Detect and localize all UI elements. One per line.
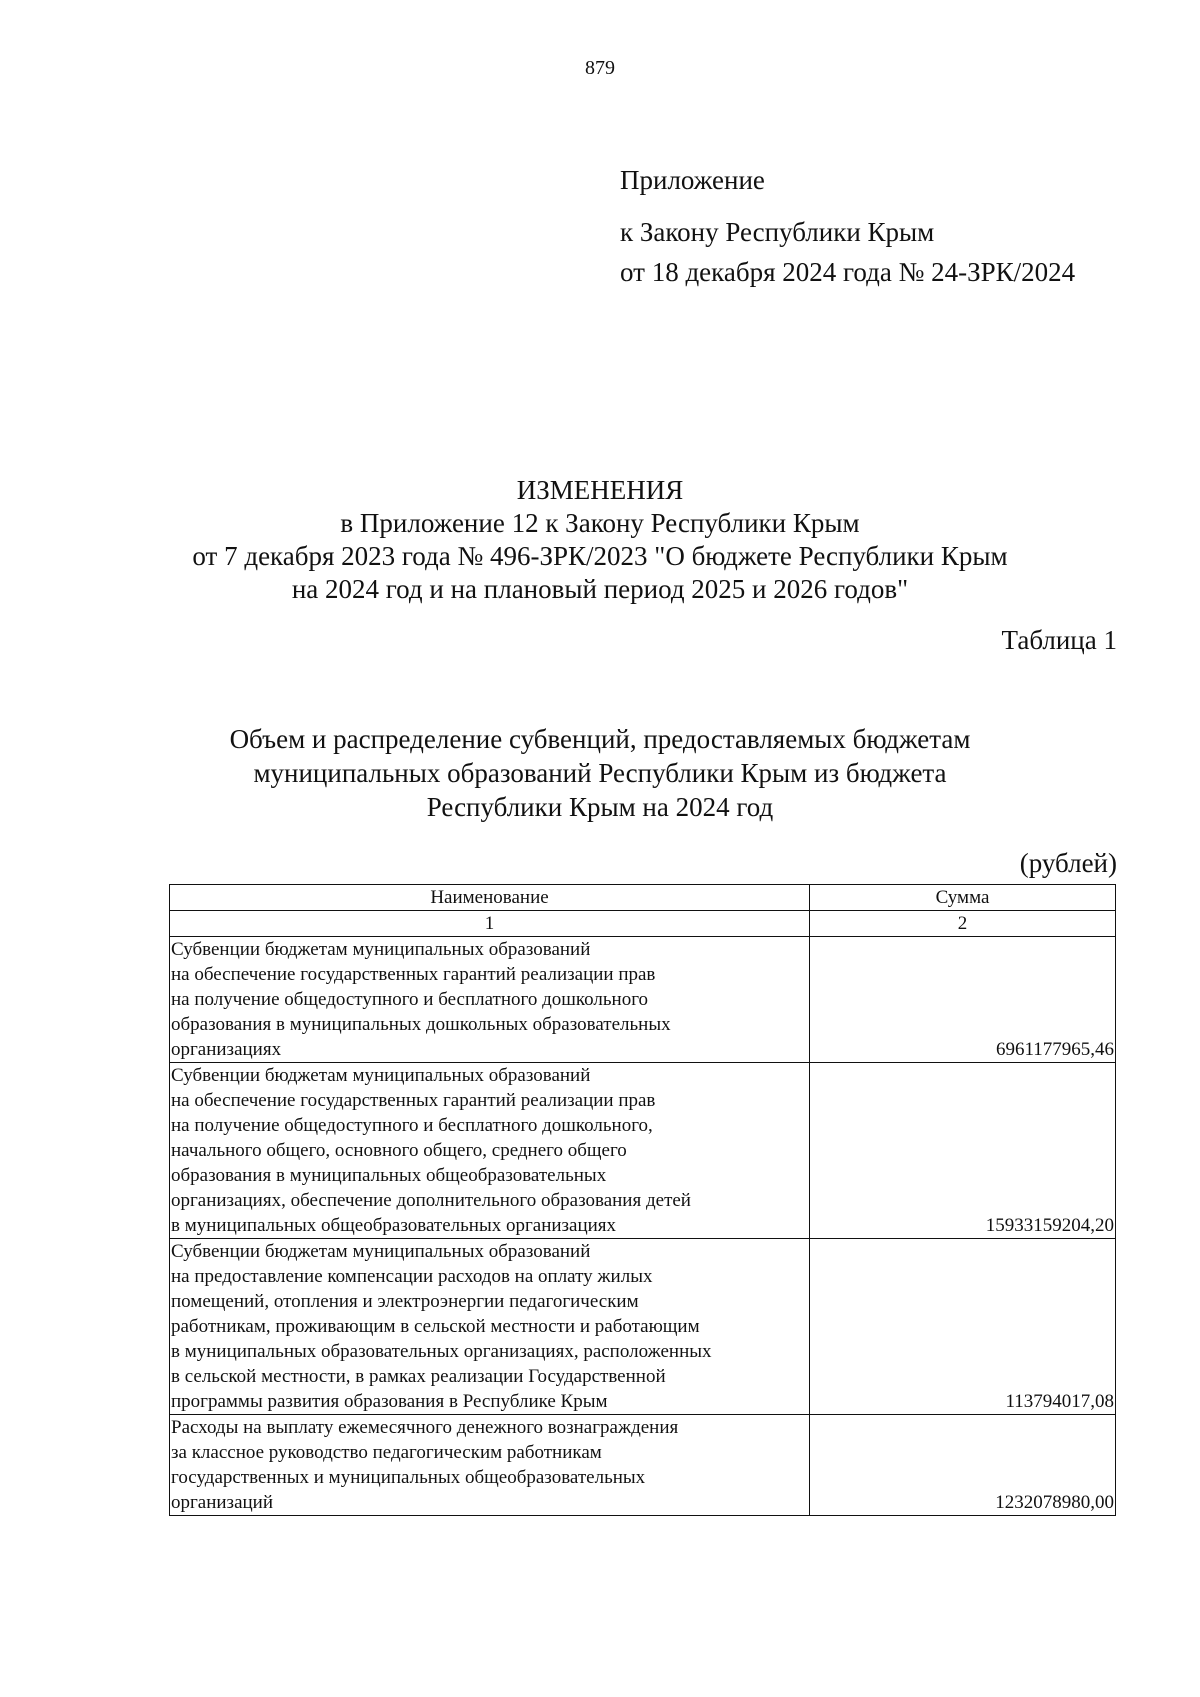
table-caption xyxy=(0,722,1200,824)
table-row xyxy=(170,1063,1116,1239)
page-number: 879 xyxy=(585,57,615,79)
column-number-1: 1 xyxy=(170,911,810,937)
title-line-2: в Приложение 12 к Закону Республики Крым xyxy=(340,508,860,538)
table-row xyxy=(170,1239,1116,1415)
caption-line-2: муниципальных образований Республики Крым из бюджета xyxy=(253,758,947,788)
row-name: Расходы на выплату ежемесячного денежного вознаграждения за классное руководство педагогическим работникам государственных и муниципальных общеобразовательных организаций xyxy=(170,1415,810,1516)
title-line-4: на 2024 год и на плановый период 2025 и 2026 годов" xyxy=(291,574,909,604)
header-sum: Сумма xyxy=(810,885,1116,911)
row-name: Субвенции бюджетам муниципальных образований на обеспечение государственных гарантий реализации прав на получение общедоступного и бесплатного дошкольного образования в муниципальных дошкольных образовательных организациях xyxy=(170,937,810,1063)
caption-line-1: Объем и распределение субвенций, предоставляемых бюджетам xyxy=(229,724,971,754)
appendix-heading: Приложение xyxy=(620,165,765,195)
table-header-row xyxy=(170,885,1116,911)
subventions-table xyxy=(169,884,1116,1516)
table-label: Таблица 1 xyxy=(1001,625,1117,655)
title-line-3: от 7 декабря 2023 года № 496-ЗРК/2023 "О бюджете Республики Крым xyxy=(192,541,1008,571)
header-name: Наименование xyxy=(170,885,810,911)
units-label: (рублей) xyxy=(1019,848,1117,878)
document-title xyxy=(0,474,1200,606)
table-row xyxy=(170,1415,1116,1516)
table-row xyxy=(170,937,1116,1063)
column-number-2: 2 xyxy=(810,911,1116,937)
row-sum: 6961177965,46 xyxy=(810,937,1116,1063)
title-line-1: ИЗМЕНЕНИЯ xyxy=(516,475,684,505)
appendix-law-reference: к Закону Республики Крым xyxy=(620,217,935,247)
appendix-law-date: от 18 декабря 2024 года № 24-ЗРК/2024 xyxy=(620,257,1076,287)
row-name: Субвенции бюджетам муниципальных образований на обеспечение государственных гарантий реализации прав на получение общедоступного и бесплатного дошкольного, начального общего, основного общего, среднего общего образования в муниципальных общеобразовательных организациях, обеспечение дополнительного образования детей в муниципальных общеобразовательных организациях xyxy=(170,1063,810,1239)
row-sum: 1232078980,00 xyxy=(810,1415,1116,1516)
appendix-block xyxy=(620,160,1075,292)
caption-line-3: Республики Крым на 2024 год xyxy=(426,792,774,822)
row-sum: 15933159204,20 xyxy=(810,1063,1116,1239)
row-name: Субвенции бюджетам муниципальных образований на предоставление компенсации расходов на оплату жилых помещений, отопления и электроэнергии педагогическим работникам, проживающим в сельской местности и работающим в муниципальных образовательных организациях, расположенных в сельской местности, в рамках реализации Государственной программы развития образования в Республике Крым xyxy=(170,1239,810,1415)
row-sum: 113794017,08 xyxy=(810,1239,1116,1415)
table-column-number-row xyxy=(170,911,1116,937)
